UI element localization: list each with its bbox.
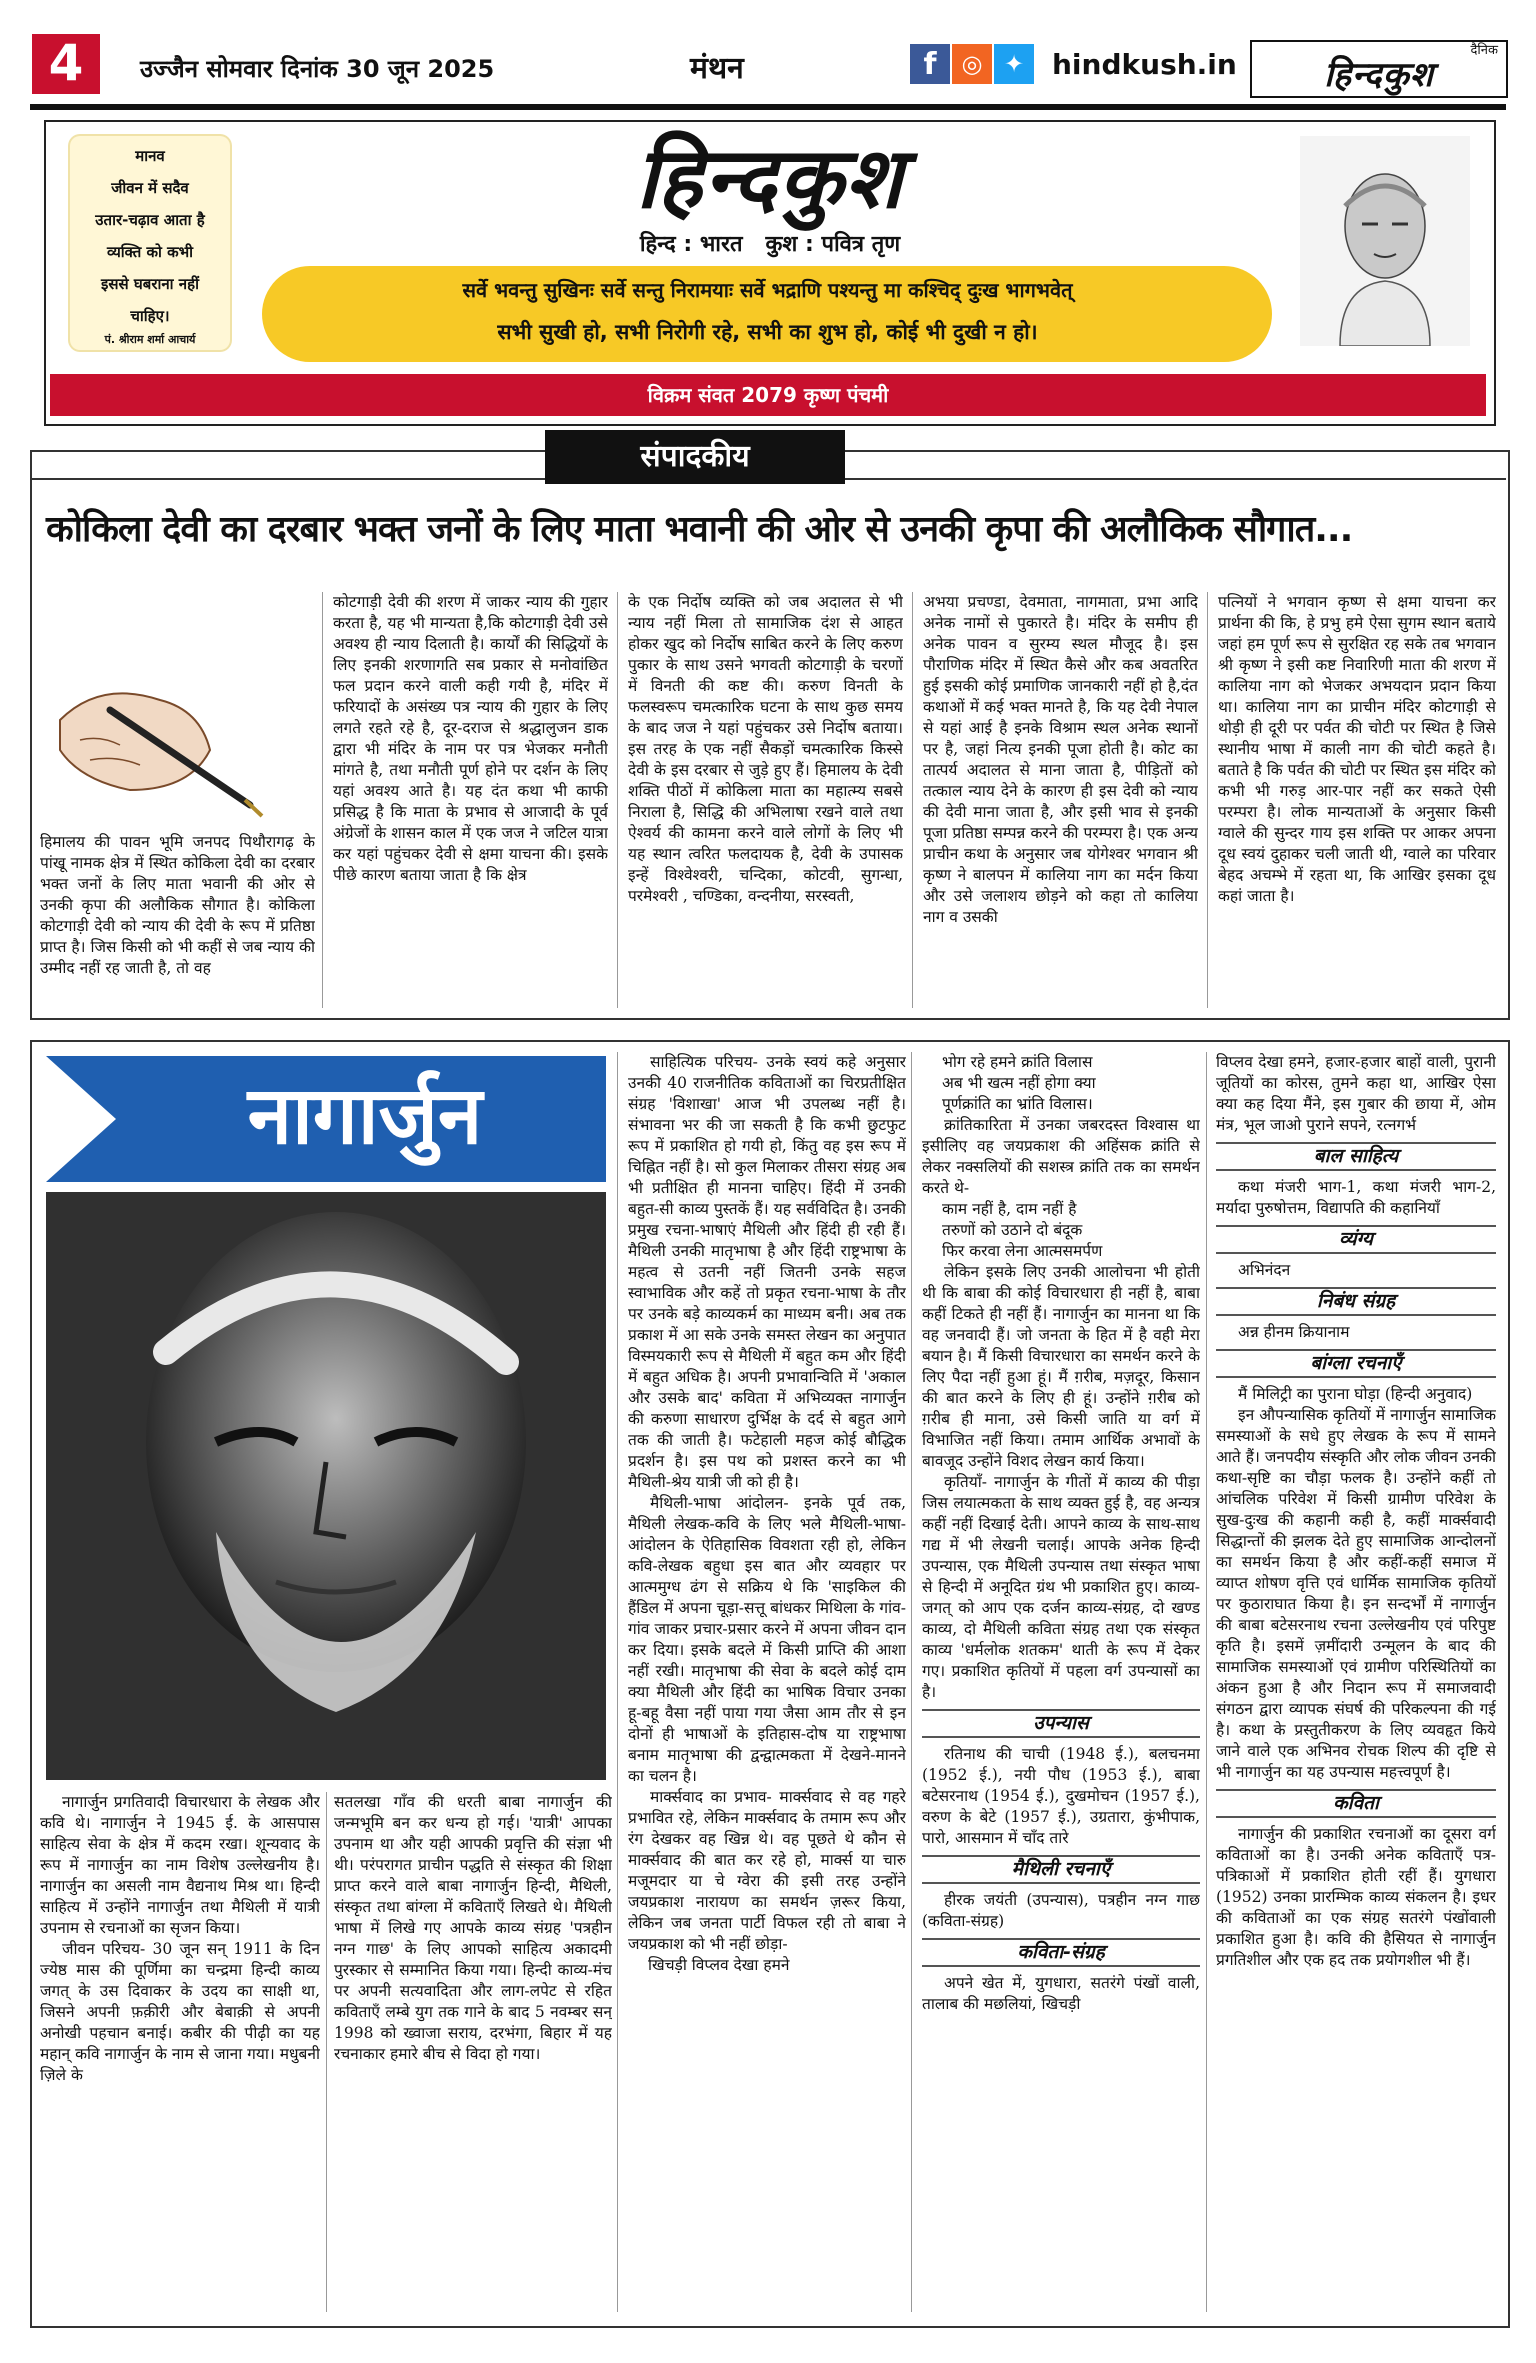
nagarjun-portrait [46,1192,606,1780]
quote-line: मानव [135,147,165,165]
paragraph: सतलखा गाँव की धरती बाबा नागार्जुन की जन्मभूमि बन कर धन्य हो गई। 'यात्री' आपका उपनाम था और यही आपकी प्रवृत्ति की संज्ञा भी थी। परंपरागत प्राचीन पद्धति से संस्कृत की शिक्षा प्राप्त करने वाले बाबा नागार्जुन हिन्दी, मैथिली, संस्कृत तथा बांग्ला में कविताएँ लिखते थे। मैथिली भाषा में लिखे गए आपके काव्य संग्रह 'पत्रहीन नग्न गाछ' के लिए आपको साहित्य अकादमी पुरस्कार से सम्मानित किया गया। हिन्दी काव्य-मंच पर अपनी सत्यवादिता और लाग-लपेट से रहित कविताएँ लम्बे युग तक गाने के बाद 5 नवम्बर सन् 1998 को ख्वाजा सराय, दरभंगा, बिहार में यह रचनाकार हमारे बीच से विदा हो गया। [334,1793,612,2063]
quote-line: जीवन में सदैव [111,179,189,197]
samvat-bar: विक्रम संवत 2079 कृष्ण पंचमी [50,374,1486,416]
masthead-tagline: हिन्द : भारत कुश : पवित्र तृण [639,232,901,257]
subheading-upanyas: उपन्यास [922,1709,1200,1738]
paragraph: अन्न हीनम क्रियानाम [1238,1323,1350,1341]
editorial-col-5: पत्नियों ने भगवान कृष्ण से क्षमा याचना कर प्रार्थना की कि, हे प्रभु हमे ऐसा सुगम स्थान बताये जहां हम पूर्ण रूप से सुरक्षित रह सके तब भगवान श्री कृष्ण ने इसी कष्ट निवारिणी माता की शरण में कालिया नाग को भेजकर अभयदान प्रदान किया था। कालिया नाग का प्राचीन मंदिर कोटगाड़ी से थोड़ी ही दूरी पर पर्वत की चोटी पर स्थित है जिसे स्थानीय भाषा में काली नाग की चोटी कहते है। बताते है कि पर्वत की चोटी पर स्थित इस मंदिर को कभी भी गरुड़ आर-पार नहीं कर सकते ऐसी परम्परा है। लोक मान्यताओं के अनुसार किसी ग्वाले की सुन्दर गाय इस शक्ति पर आकर अपना दूध स्वयं दुहाकर चली जाती थी, ग्वाले का परिवार बेहद अचम्भे में रहता था, कि आखिर इसका दूध कहां जाता है। [1218,593,1496,905]
subheading-kavita-sangrah: कविता-संग्रह [922,1938,1200,1967]
editorial-headline: कोकिला देवी का दरबार भक्त जनों के लिए माता भवानी की ओर से उनकी कृपा की अलौकिक सौगात... [46,509,1353,550]
paragraph: कृतियाँ- नागार्जुन के गीतों में काव्य की पीड़ा जिस लयात्मकता के साथ व्यक्त हुई है, वह अन्यत्र कहीं नहीं दिखाई देती। आपने काव्य के साथ-साथ गद्य में भी लेखनी चलाई। आपके अनेक हिन्दी उपन्यास, एक मैथिली उपन्यास तथा संस्कृत भाषा से हिन्दी में अनूदित ग्रंथ भी प्रकाशित हुए। काव्य-जगत् को आप एक दर्जन काव्य-संग्रह, दो खण्ड काव्य, दो मैथिली कविता संग्रह तथा एक संस्कृत काव्य 'धर्मलोक शतकम' थाती के रूप में देकर गए। प्रकाशित कृतियों में पहला वर्ग उपन्यासों का है। [922,1473,1200,1701]
quote-line: उतार-चढ़ाव आता है [95,211,205,229]
feature-col-4 [922,1052,1200,2314]
column-divider [617,592,618,1008]
editorial-col-2: कोटगाड़ी देवी की शरण में जाकर न्याय की गुहार करता है, यह भी मान्यता है,कि कोटगाड़ी देवी उसे अवश्य ही न्याय दिलाती है। कार्यों की सिद्धियों के लिए इनकी शरणागति सब प्रकार से मनोवांछित फल प्रदान करने वाली कही गयी है, मंदिर में फरियादों के असंख्य पत्र न्याय की गुहार के लिए लगते रहते रहे है, दूर-दराज से श्रद्धालुजन डाक द्वारा भी मंदिर के नाम पर पत्र भेजकर मनौती मांगते है, तथा मनौती पूर्ण होने पर दर्शन के लिए यहां अवश्य आते है। यह दंत कथा भी काफी प्रसिद्ध है कि माता के प्रभाव से आजादी के पूर्व अंग्रेजों के शासन काल में एक जज ने जटिल यात्रा कर यहां पहुंचकर देवी से क्षमा याचना की। इसके पीछे कारण बताया जाता है कि क्षेत्र [333,593,608,884]
sanskrit-line-2: सभी सुखी हो, सभी निरोगी रहे, सभी का शुभ हो, कोई भी दुखी न हो। [497,320,1038,344]
paragraph: मैं मिलिट्री का पुराना घोड़ा (हिन्दी अनुवाद) [1238,1385,1473,1403]
paragraph: मार्क्सवाद का प्रभाव- मार्क्सवाद से वह गहरे प्रभावित रहे, लेकिन मार्क्सवाद के तमाम रूप और रंग देखकर वह खिन्न थे। वह पूछते थे कौन से मार्क्सवाद की बात कर रहे हो, मार्क्स या चारु मजूमदार या चे ग्वेरा की इसी तरह उन्होंने जयप्रकाश नारायण का समर्थन ज़रूर किया, लेकिन जब जनता पार्टी विफल रही तो बाबा ने जयप्रकाश को भी नहीं छोड़ा- [628,1788,906,1953]
feature-col-3 [628,1052,906,2314]
founder-portrait [1300,136,1470,346]
subheading-maithili: मैथिली रचनाएँ [922,1855,1200,1884]
subheading-kavita: कविता [1216,1789,1496,1818]
subheading-bal-sahitya: बाल साहित्य [1216,1142,1496,1171]
quote-author: पं. श्रीराम शर्मा आचार्य [104,333,196,346]
column-divider [1206,1052,1207,2312]
pen-hand-illustration [40,640,280,820]
column-divider [1207,592,1208,1008]
small-logo [1250,40,1508,98]
quote-box [70,136,230,350]
column-divider [326,1792,327,2312]
subheading-vyangya: व्यंग्य [1216,1225,1496,1254]
feature-banner-title: नागार्जुन [247,1069,483,1162]
verse-line: भोग रहे हमने क्रांति विलास [942,1053,1093,1071]
website-link[interactable]: hindkush.in [1052,48,1237,81]
feature-col-5 [1216,1052,1496,2314]
quote-line: इससे घबराना नहीं [101,275,199,293]
feature-col-2 [334,1792,612,2312]
quote-line: व्यक्ति को कभी [106,243,194,261]
facebook-icon[interactable]: f [910,44,950,84]
sanskrit-line-1: सर्वे भवन्तु सुखिनः सर्वे सन्तु निरामयाः सर्वे भद्राणि पश्यन्तु मा कश्चिद् दुःख भागभवेत् [462,278,1073,302]
column-divider [617,1052,618,2312]
column-divider [912,592,913,1008]
subheading-bangla: बांग्ला रचनाएँ [1216,1349,1496,1378]
feature-col-1 [40,1792,320,2312]
paragraph: नागार्जुन की प्रकाशित रचनाओं का दूसरा वर्ग कविताओं का है। उनकी अनेक कविताएँ पत्र-पत्रिकाओं में प्रकाशित होती रहीं हैं। युगधारा (1952) उनका प्रारम्भिक काव्य संकलन है। इधर की कविताओं का एक संग्रह सतरंगे पंखोंवाली प्रकाशित हुआ है। कवि की हैसियत से नागार्जुन प्रगतिशील और एक हद तक प्रयोगशील भी हैं। [1216,1825,1496,1969]
column-divider [911,1052,912,2312]
paragraph: क्रांतिकारिता में उनका जबरदस्त विश्वास था इसीलिए वह जयप्रकाश की अहिंसक क्रांति से लेकर नक्सलियों की सशस्त्र क्रांति तक का समर्थन करते थे- [922,1116,1200,1197]
dateline: उज्जैन सोमवार दिनांक 30 जून 2025 [140,55,495,83]
paragraph: हीरक जयंती (उपन्यास), पत्रहीन नग्न गाछ (कविता-संग्रह) [922,1891,1200,1930]
rss-icon[interactable]: ◎ [952,44,992,84]
quote-line: चाहिए। [130,307,170,325]
editorial-label: संपादकीय [545,430,845,484]
subheading-nibandh: निबंध संग्रह [1216,1287,1496,1316]
verse-line: तरुणों को उठाने दो बंदूक [942,1221,1083,1239]
paragraph: रतिनाथ की चाची (1948 ई.), बलचनमा (1952 ई.), नयी पौध (1953 ई.), बाबा बटेसरनाथ (1954 ई.), दुखमोचन (1957 ई.), वरुण के बेटे (1957 ई.), उग्रतारा, कुंभीपाक, पारो, आसमान में चाँद तारे [922,1745,1200,1847]
column-divider [322,592,323,1008]
verse-line: फिर करवा लेना आत्मसमर्पण [942,1242,1103,1260]
section-name: मंथन [690,51,744,86]
paragraph: विप्लव देखा हमने, हजार-हजार बाहों वाली, पुरानी जूतियों का कोरस, तुमने कहा था, आखिर ऐसा क्या कह दिया मैंने, इस गुबार की छाया में, ओम मंत्र, भूल जाओ पुराने सपने, रत्नगर्भ [1216,1053,1496,1134]
masthead-title: हिन्दकुश [635,129,905,227]
header-rule [30,104,1506,110]
paragraph: लेकिन इसके लिए उनकी आलोचना भी होती थी कि बाबा की कोई विचारधारा ही नहीं है, बाबा कहीं टिकते ही नहीं हैं। नागार्जुन का मानना था कि वह जनवादी हैं। जो जनता के हित में है वही मेरा बयान है। मैं किसी विचारधारा का समर्थन करने के लिए पैदा नहीं हुआ हूं। मैं ग़रीब, मज़दूर, किसान की बात करने के लिए ही हूं। उन्होंने ग़रीब को ग़रीब ही माना, उसे किसी जाति या वर्ग में विभाजित नहीं किया। तमाम आर्थिक अभावों के बावजूद उन्होंने विशद लेखन कार्य किया। [922,1263,1200,1470]
paragraph: इन औपन्यासिक कृतियों में नागार्जुन सामाजिक समस्याओं के सधे हुए लेखक के रूप में सामने आते हैं। जनपदीय संस्कृति और लोक जीवन उनकी कथा-सृष्टि का चौड़ा फलक है। उन्होंने कहीं तो आंचलिक परिवेश में किसी ग्रामीण परिवेश के सुख-दुःख की कहानी कही है, कहीं मार्क्सवादी सिद्धान्तों की झलक देते हुए सामाजिक आन्दोलनों का समर्थन किया है और कहीं-कहीं समाज में व्याप्त शोषण वृत्ति एवं धार्मिक सामाजिक कृतियों पर कुठाराघात किया है। इन सन्दर्भों में नागार्जुन की बाबा बटेसरनाथ रचना उल्लेखनीय एवं परिपुष्ट कृति है। इसमें ज़मींदारी उन्मूलन के बाद की सामाजिक समस्याओं एवं ग्रामीण परिस्थितियों का अंकन हुआ है और निदान रूप में समाजवादी संगठन द्वारा व्यापक संघर्ष की परिकल्पना की गई है। कथा के प्रस्तुतीकरण के लिए व्यवहृत किये जाने वाले एक अभिनव रोचक शिल्प की दृष्टि से भी नागार्जुन का यह उपन्यास महत्त्वपूर्ण है। [1216,1406,1496,1781]
verse-line: अब भी खत्म नहीं होगा क्या [942,1074,1096,1092]
editorial-col-3: के एक निर्दोष व्यक्ति को जब अदालत से भी न्याय नहीं मिला तो सामाजिक दंश से आहत होकर खुद को निर्दोष साबित करने के लिए करुण पुकार के साथ उसने भगवती कोटगाड़ी के चरणों में विनती की कष्ट की। करुण विनती के फलस्वरूप चमत्कारिक घटना के साथ कुछ समय के बाद जज ने यहां पहुंचकर उसे निर्दोष बताया। इस तरह के एक नहीं सैकड़ों चमत्कारिक किस्से देवी के इस दरबार से जुड़े हुए हैं। हिमालय के देवी शक्ति पीठों में कोकिला माता का महात्म्य सबसे निराला है, सिद्धि की अभिलाषा रखने वाले तथा ऐश्वर्य की कामना करने वाले लोगों के लिए भी यह स्थान त्वरित फलदायक है, देवी के उपासक इन्हें विश्वेश्वरी, चन्दिका, कोटवी, सुगन्धा, परमेश्वरी , चण्डिका, वन्दनीया, सरस्वती, [628,593,903,905]
editorial-col-4: अभया प्रचण्डा, देवमाता, नागमाता, प्रभा आदि अनेक नामों से पुकारते है। मंदिर के समीप ही अनेक पावन व सुरम्य स्थल मौजूद है। इस पौराणिक मंदिर में स्थित कैसे और कब अवतरित हुई इसकी कोई प्रमाणिक जानकारी नहीं हो है,दंत कथाओं में कई भक्त मानते है, कि यह देवी नेपाल से यहां आई है इनके विश्राम स्थल अनेक स्थानों पर है, जहां नित्य इनकी पूजा होती है। कोट का तात्पर्य अदालत से माना जाता है, पीड़ितों को तत्काल न्याय देने के कारण ही इस देवी को न्याय की देवी माना जाता है, और इसी भाव से इनकी पूजा प्रतिष्ठा सम्पन्न करने की परम्परा है। एक अन्य प्राचीन कथा के अनुसार जब योगेश्वर भगवान श्री कृष्ण ने बालपन में कालिया नाग का मर्दन किया और उसे जलाशय छोड़ने को कहा तो कालिया नाग व उसकी [923,593,1198,926]
paragraph: नागार्जुन प्रगतिवादी विचारधारा के लेखक और कवि थे। नागार्जुन ने 1945 ई. के आसपास साहित्य सेवा के क्षेत्र में कदम रखा। शून्यवाद के रूप में नागार्जुन का नाम विशेष उल्लेखनीय है। नागार्जुन का असली नाम वैद्यनाथ मिश्र था। हिन्दी साहित्य में उन्होंने नागार्जुन तथा मैथिली में यात्री उपनाम से रचनाओं का सृजन किया। [40,1793,320,1937]
paragraph: कथा मंजरी भाग-1, कथा मंजरी भाग-2, मर्यादा पुरुषोत्तम, विद्यापति की कहानियाँ [1216,1178,1496,1217]
paragraph: जीवन परिचय- 30 जून सन् 1911 के दिन ज्येष्ठ मास की पूर्णिमा का चन्द्रमा हिन्दी काव्य जगत् के उस दिवाकर के उदय का साक्षी था, जिसने अपनी फ़क़ीरी और बेबाक़ी से अपनी अनोखी पहचान बनाई। कबीर की पीढ़ी का यह महान् कवि नागार्जुन के नाम से जाना गया। मधुबनी ज़िले के [40,1940,320,2084]
verse-line: पूर्णक्रांति का भ्रांति विलास। [942,1095,1093,1113]
paragraph: अपने खेत में, युगधारा, सतरंगे पंखों वाली, तालाब की मछलियां, खिचड़ी [922,1974,1200,2013]
twitter-icon[interactable]: ✦ [994,44,1034,84]
page-number: 4 [48,34,84,92]
social-icons [910,44,1046,84]
verse-line: काम नहीं है, दाम नहीं है [942,1200,1077,1218]
small-logo-text: हिन्दकुश [1324,55,1434,95]
verse-line: खिचड़ी विप्लव देखा हमने [648,1956,790,1974]
paragraph: अभिनंदन [1238,1261,1291,1279]
paragraph: साहित्यिक परिचय- उनके स्वयं कहे अनुसार उनकी 40 राजनीतिक कविताओं का चिरप्रतीक्षित संग्रह 'विशाखा' आज भी उपलब्ध नहीं है। संभावना भर की जा सकती है कि कभी छुटफुट रूप में प्रकाशित हो गयी हो, किंतु वह इस रूप में चिह्नित नहीं है। सो कुल मिलाकर तीसरा संग्रह अब भी प्रतीक्षित ही मानना चाहिए। हिंदी में उनकी बहुत-सी काव्य पुस्तकें हैं। यह सर्वविदित है। उनकी प्रमुख रचना-भाषाएं मैथिली और हिंदी ही रही हैं। मैथिली उनकी मातृभाषा है और हिंदी राष्ट्रभाषा के महत्व से उतनी नहीं जितनी उनके सहज स्वाभाविक और कहें तो प्रकृत रचना-भाषा के तौर पर उनके बड़े काव्यकर्म का माध्यम बनी। अब तक प्रकाश में आ सके उनके समस्त लेखन का अनुपात विस्मयकारी रूप से मैथिली में बहुत कम और हिंदी में बहुत अधिक है। अपनी प्रभावान्विति में 'अकाल और उसके बाद' कविता में अभिव्यक्त नागार्जुन की करुणा साधारण दुर्भिक्ष के दर्द से बहुत आगे तक की जाती है। फटेहाली महज कोई बौद्धिक प्रदर्शन है। इस पथ को प्रशस्त करने का भी मैथिली-श्रेय यात्री जी को ही है। [628,1053,906,1491]
paragraph: मैथिली-भाषा आंदोलन- इनके पूर्व तक, मैथिली लेखक-कवि के लिए भले मैथिली-भाषा-आंदोलन के ऐतिहासिक विवशता रही हो, लेकिन कवि-लेखक बहुधा इस बात और व्यवहार पर आत्ममुग्ध ढंग से सक्रिय थे कि 'साइकिल की हैंडिल में अपना चूड़ा-सत्तू बांधकर मिथिला के गांव-गांव जाकर प्रचार-प्रसार करने में अपना जीवन दान कर दिया। इसके बदले में किसी प्राप्ति की आशा नहीं रखी। मातृभाषा की सेवा के बदले कोई दाम क्या मैथिली और हिंदी का भाषिक विचार उनका हू-बहू वैसा नहीं पाया गया जैसा आम तौर से इन दोनों ही भाषाओं के इतिहास-दोष या राष्ट्रभाषा बनाम मातृभाषा की द्वन्द्वात्मकता में देखने-मानने का चलन है। [628,1494,906,1785]
small-logo-daily: दैनिक [1470,43,1498,58]
editorial-col-1: हिमालय की पावन भूमि जनपद पिथौरागढ़ के पांखू नामक क्षेत्र में स्थित कोकिला देवी का दरबार भक्त जनों के लिए माता भवानी की ओर से उनकी कृपा की अलौकिक सौगात है। कोकिला कोटगाड़ी देवी को न्याय की देवी के रूप में प्रतिष्ठा प्राप्त है। जिस किसी को भी कहीं से जब न्याय की उम्मीद नहीं रह जाती है, तो वह [40,833,315,977]
banner-arrow-icon [46,1056,116,1182]
